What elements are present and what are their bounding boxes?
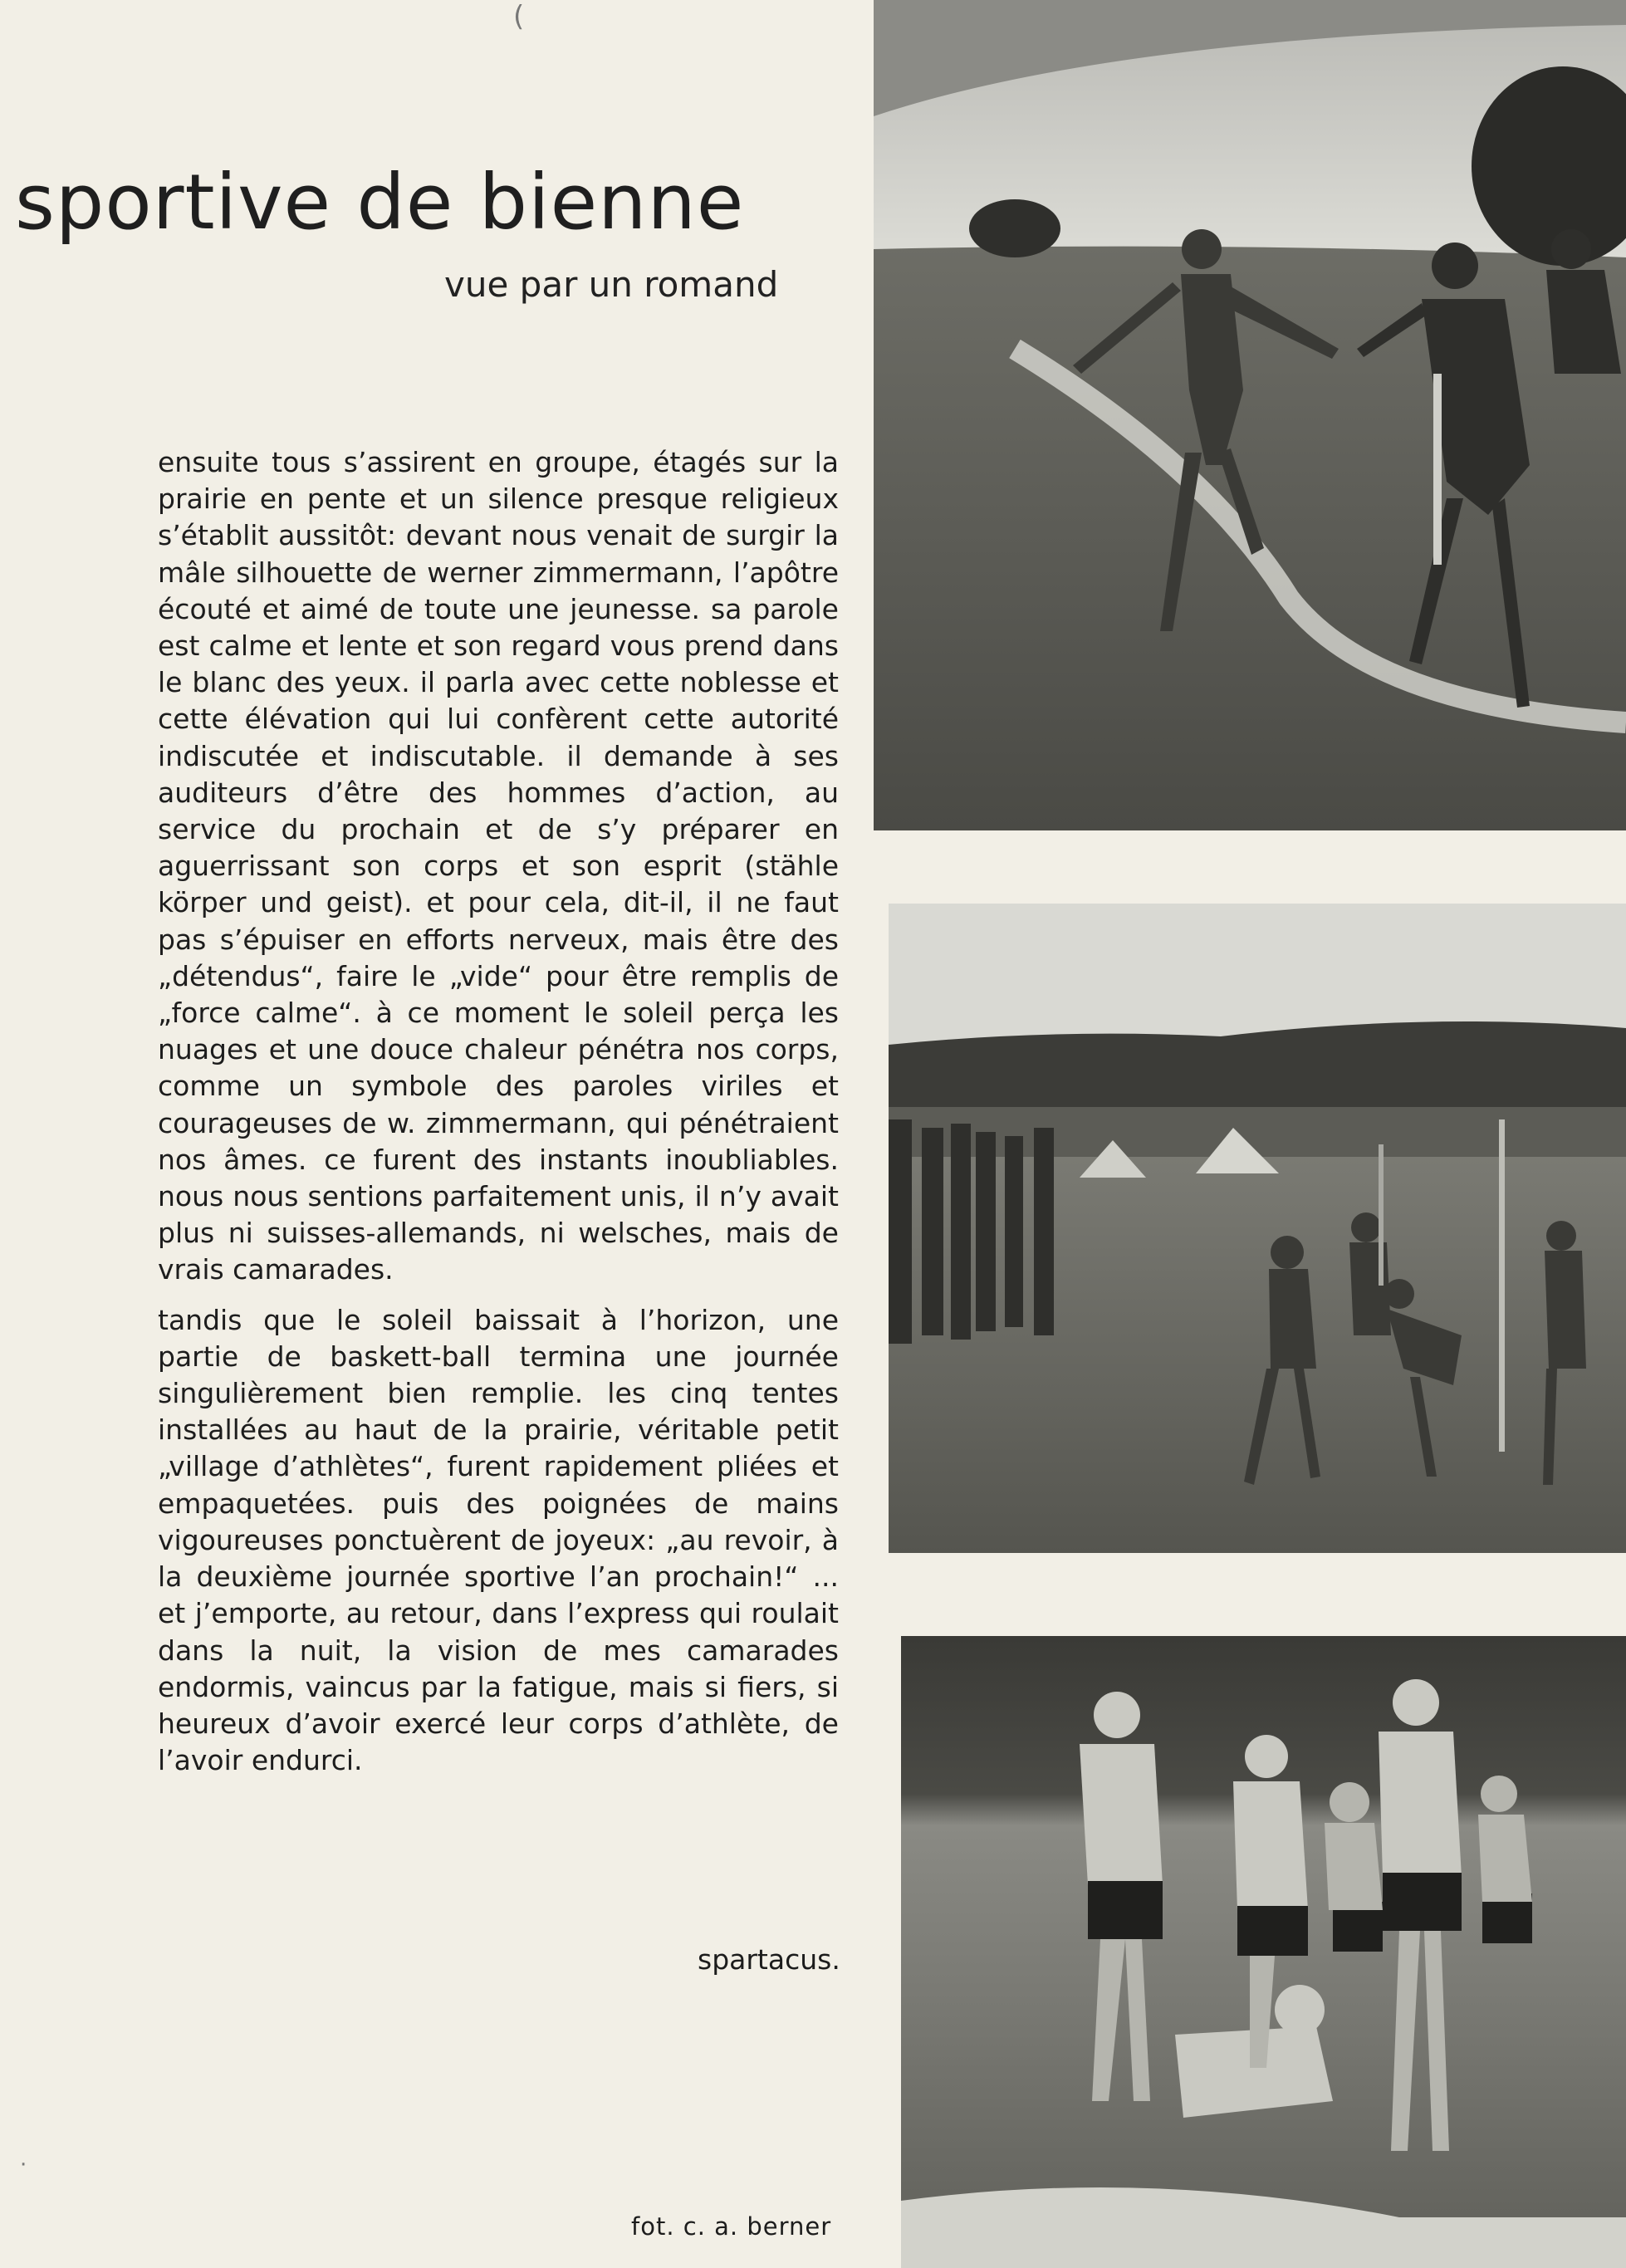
photo-field-with-tents — [889, 904, 1626, 1553]
article-subtitle: vue par un romand — [444, 264, 779, 305]
photo-athletes-group — [901, 1636, 1626, 2268]
author-signature: spartacus. — [698, 1943, 840, 1976]
photo-credit: fot. c. a. berner — [631, 2212, 832, 2241]
article-title: sportive de bienne — [15, 158, 745, 247]
article-body — [158, 444, 839, 1792]
scan-mark: ( — [513, 0, 525, 33]
scan-mark: · — [20, 2153, 27, 2177]
photo-relay-runners — [874, 0, 1626, 830]
article-paragraph-2: tandis que le soleil baissait à l’horizon, une partie de baskett-ball termina une journée singulièrement bien remplie. les cinq tentes installées au haut de la prairie, véritable petit „village d’athlètes“, furent rapidement pliées et empaquetées. puis des poignées de mains vigoureuses ponctuèrent de joyeux: „au revoir, à la deuxième journée sportive l’an prochain!“ ... et j’emporte, au retour, dans l’express qui roulait dans la nuit, la vision de mes camarades endormis, vaincus par la fatigue, mais si fiers, si heureux d’avoir exercé leur corps d’athlète, de l’avoir endurci. — [158, 1303, 839, 1777]
article-paragraph-1: ensuite tous s’assirent en groupe, étagés sur la prairie en pente et un silence presque religieux s’établit aussitôt: devant nous venait de surgir la mâle silhouette de werner zimmermann, l’apôtre écouté et aimé de toute une jeunesse. sa parole est calme et lente et son regard vous prend dans le blanc des yeux. il parla avec cette noblesse et cette élévation qui lui confèrent cette autorité indiscutée et indiscutable. il demande à ses auditeurs d’être des hommes d’action, au service du prochain et de s’y préparer en aguerrissant son corps et son esprit (stähle körper und geist). et pour cela, dit-il, il ne faut pas s’épuiser en efforts nerveux, mais être des „détendus“, faire le „vide“ pour être remplis de „force calme“. à ce moment le soleil perça les nuages et une douce chaleur pénétra nos corps, comme un symbole des paroles viriles et courageuses de w. zimmermann, qui pénétraient nos âmes. ce furent des instants inoubliables. nous nous sentions parfaitement unis, il n’y avait plus ni suisses-allemands, ni welsches, mais de vrais camarades. — [158, 446, 839, 1286]
